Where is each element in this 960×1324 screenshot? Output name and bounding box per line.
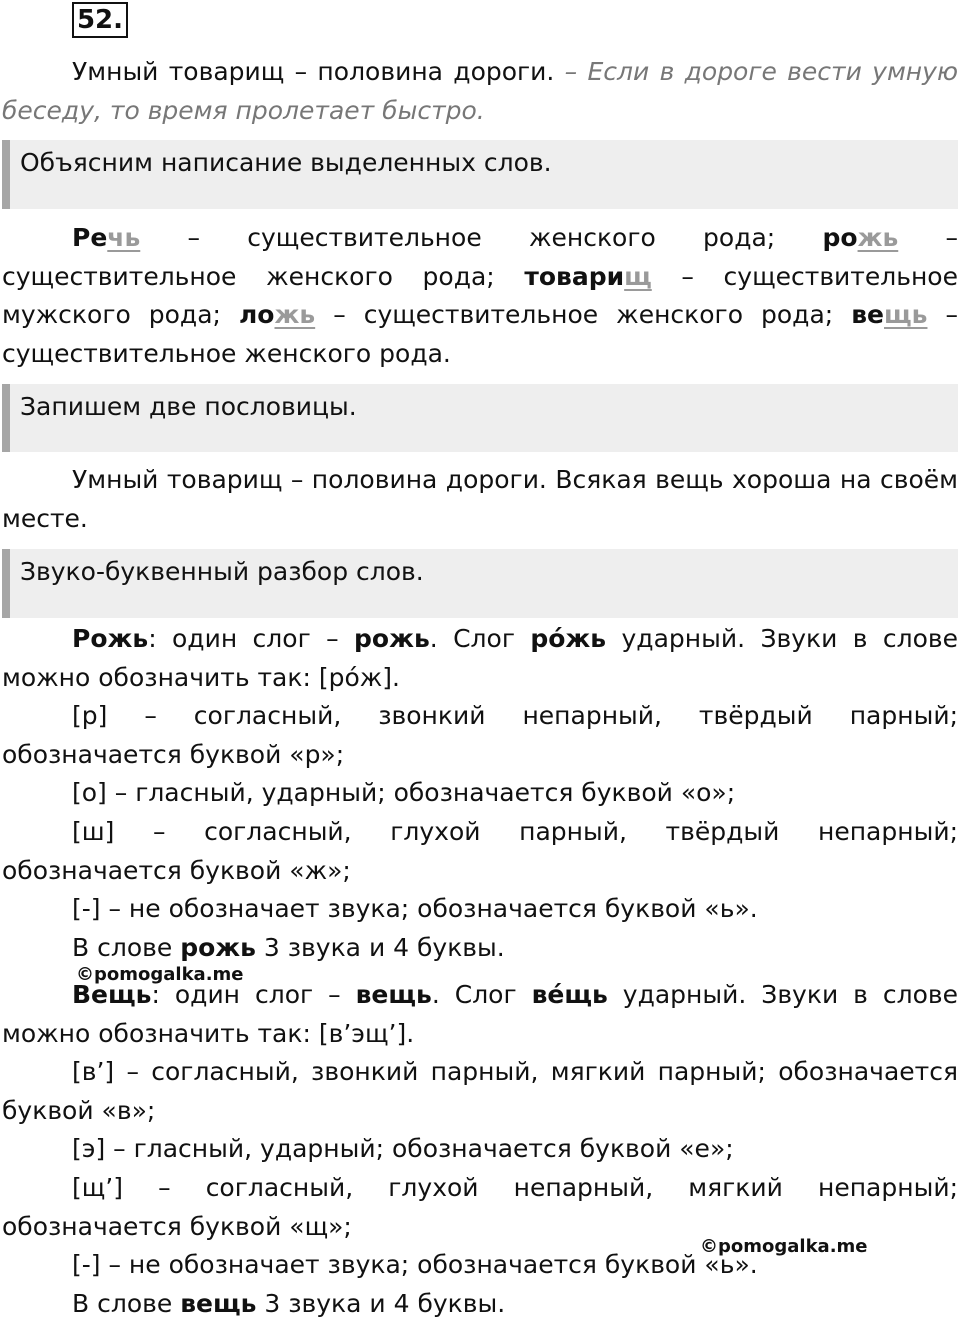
explain-paragraph: Речь – существительное женского рода; рожь – существительное женского рода; товарищ – существительное мужского рода; ложь – существительное женского рода; вещь – существительное женского рода. — [2, 223, 959, 368]
rozh-summary: В слове рожь 3 звука и 4 буквы. — [72, 933, 505, 962]
veshch-sound-e: [э] – гласный, ударный; обозначается буквой «е»; — [72, 1134, 734, 1163]
word-rozh: рожь — [822, 223, 899, 252]
word-veshch: вещь — [851, 300, 928, 330]
rozh-sound-r: [р] – согласный, звонкий непарный, твёрдый парный; обозначается буквой «р»; — [2, 701, 958, 769]
proverb-text: Умный товарищ – половина дороги. — [72, 57, 555, 86]
rozh-sound-sh: [ш] – согласный, глухой парный, твёрдый непарный; обозначается буквой «ж»; — [2, 817, 958, 885]
watermark-2: ©pomogalka.me — [700, 1236, 868, 1257]
word-tovarishch: товарищ — [524, 261, 652, 291]
task-number: 52. — [72, 2, 128, 38]
veshch-sound-v: [в’] – согласный, звонкий парный, мягкий парный; обозначается буквой «в»; — [2, 1057, 958, 1125]
section-header-analysis: Звуко-буквенный разбор слов. — [2, 549, 958, 618]
veshch-intro: Вещь: один слог – вещь. Слог ве́щь ударный. Звуки в слове можно обозначить так: [в’эщ’]. — [2, 980, 958, 1048]
rozh-intro: Рожь: один слог – рожь. Слог ро́жь ударный. Звуки в слове можно обозначить так: [ро́ж]. — [2, 624, 958, 692]
word-rech: Речь — [72, 223, 141, 252]
veshch-sound-shch: [щ’] – согласный, глухой непарный, мягкий непарный; обозначается буквой «щ»; — [2, 1173, 958, 1241]
veshch-summary: В слове вещь 3 звука и 4 буквы. — [72, 1289, 506, 1318]
proverbs-paragraph: Умный товарищ – половина дороги. Всякая вещь хороша на своём месте. — [2, 465, 958, 533]
section-header-write: Запишем две пословицы. — [2, 384, 958, 452]
rozh-sound-soft-sign: [-] – не обозначает звука; обозначается буквой «ь». — [72, 894, 758, 923]
veshch-sound-soft-sign: [-] – не обозначает звука; обозначается буквой «ь». — [72, 1250, 758, 1279]
rozh-sound-o: [о] – гласный, ударный; обозначается буквой «о»; — [72, 778, 736, 807]
word-lozh: ложь — [238, 300, 316, 330]
watermark-1: ©pomogalka.me — [76, 964, 244, 985]
proverb-paragraph — [2, 53, 958, 130]
proverb-comment: – Если в дороге вести умную беседу, то время пролетает быстро. — [2, 57, 958, 125]
section-header-explain: Объясним написание выделенных слов. — [2, 140, 958, 209]
